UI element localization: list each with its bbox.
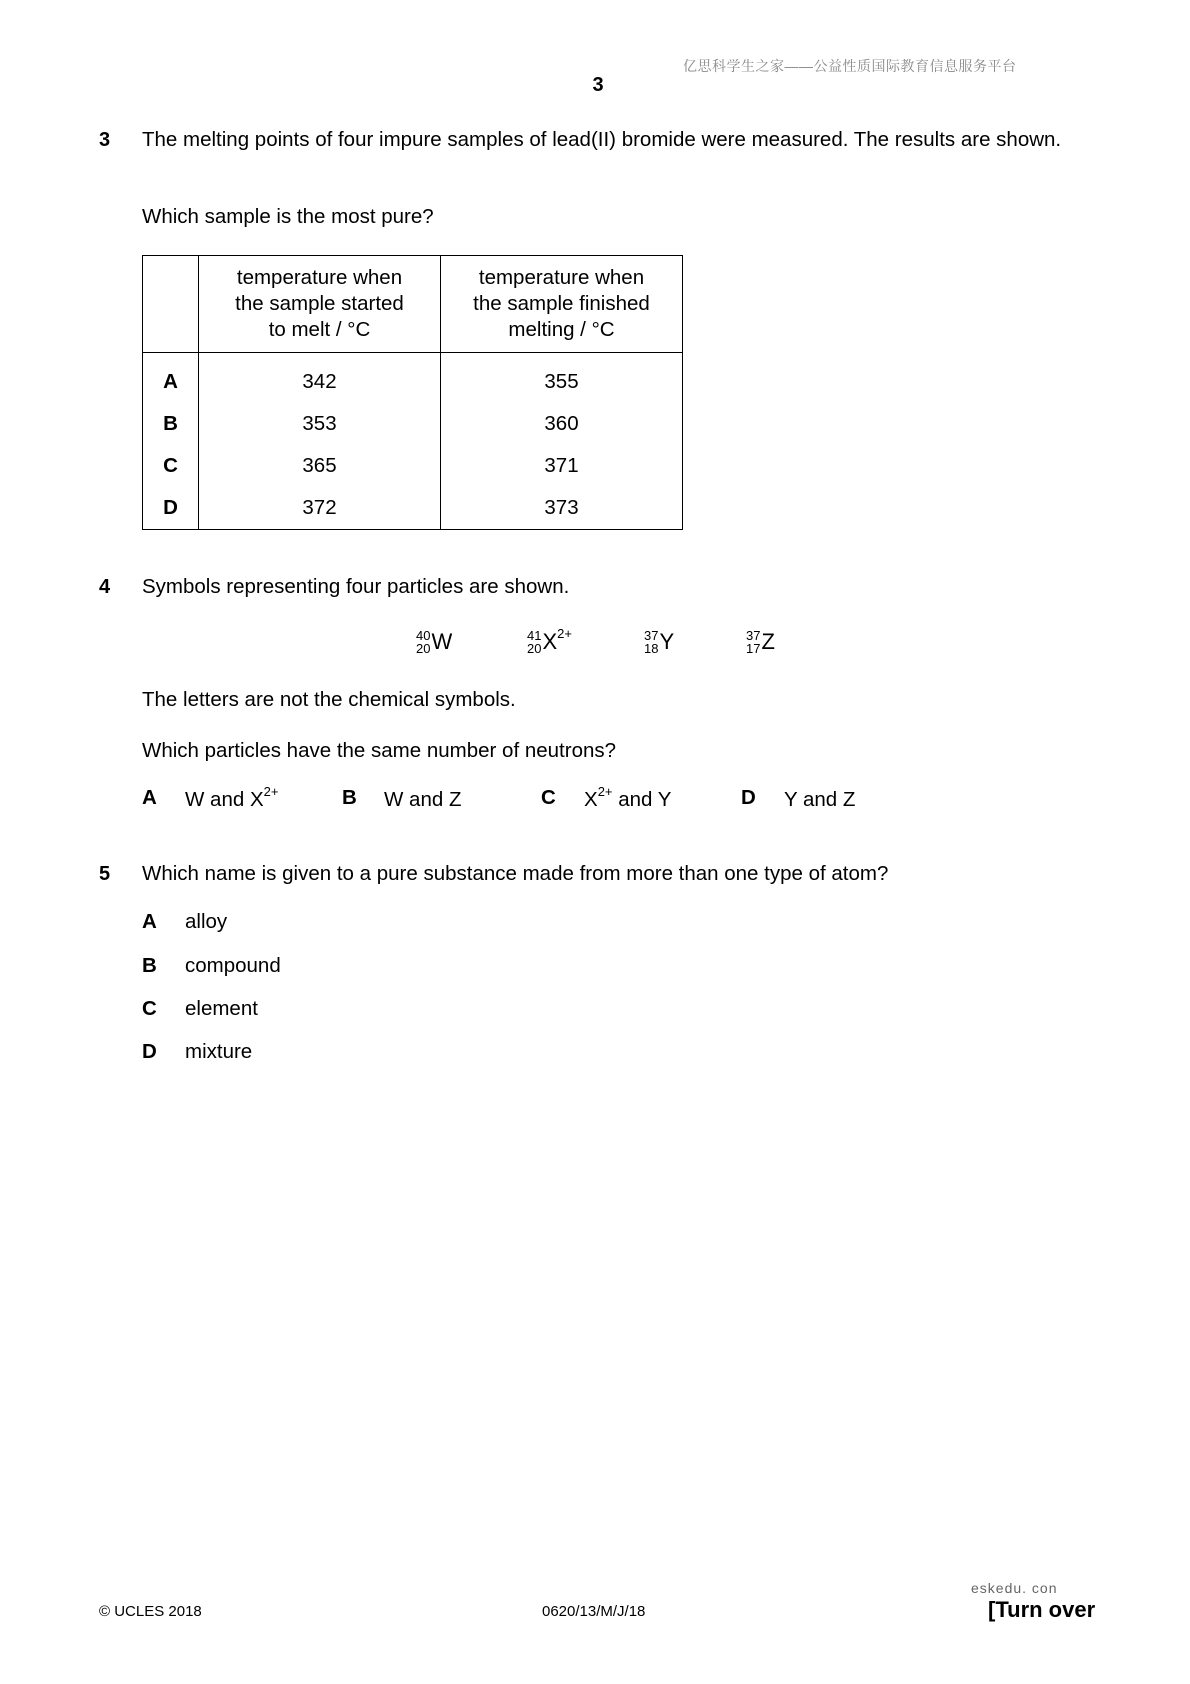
nuclide-symbol: 37 17 Z [746,628,775,657]
nuclide-symbol: 41 20 $X^{2+}$ [527,626,572,657]
copyright: © UCLES 2018 [99,1603,202,1620]
option-text: Y and Z [784,787,856,811]
turn-over: [Turn over [988,1597,1096,1622]
question-5-text: Which name is given to a pure substance made from more than one type of atom? [142,862,889,885]
finish-temp-cell: 373 [441,487,683,530]
table-row [143,353,683,404]
melting-point-table [142,255,683,530]
row-label: B [143,403,199,445]
table-header-blank [143,256,199,353]
question-4-prompt: Which particles have the same number of neutrons? [142,739,617,762]
question-5-number: 5 [99,863,111,885]
question-4-number: 4 [99,576,111,598]
nuclide-symbol: 37 18 Y [644,628,675,657]
option-letter: D [142,1040,157,1063]
option-letter: C [541,786,556,809]
option-letter: A [142,786,157,809]
table-header-finish-temp: temperature when the sample finished melting / °C [441,256,683,353]
start-temp-cell: 365 [199,445,441,487]
option-text: $X^{2+}$ and Y [584,784,672,811]
option-letter: C [142,997,157,1020]
option-letter: A [142,910,157,933]
row-label: D [143,487,199,530]
nuclide-symbol: 40 20 W [416,628,453,657]
header-watermark: 亿思科学生之家——公益性质国际教育信息服务平台 [683,58,1017,74]
question-3-text: The melting points of four impure samples of lead(II) bromide were measured. The results are shown. [142,128,1062,151]
finish-temp-cell: 355 [441,353,683,404]
page-number: 3 [592,74,604,96]
option-text: W and $X^{2+}$ [185,784,279,811]
footer-watermark: eskedu. con [971,1580,1058,1596]
option-text: mixture [185,1040,253,1063]
option-text: alloy [185,910,228,933]
option-text: W and Z [384,787,462,811]
table-row [143,487,683,530]
table-row [143,445,683,487]
option-text: compound [185,954,281,977]
finish-temp-cell: 360 [441,403,683,445]
option-letter: B [142,954,157,977]
option-letter: B [342,786,357,809]
question-3-prompt: Which sample is the most pure? [142,205,434,228]
paper-code: 0620/13/M/J/18 [542,1603,646,1620]
start-temp-cell: 342 [199,353,441,404]
row-label: C [143,445,199,487]
row-label: A [143,353,199,404]
table-row [143,403,683,445]
start-temp-cell: 353 [199,403,441,445]
question-4-note: The letters are not the chemical symbols. [142,688,516,711]
option-text: element [185,997,258,1020]
table-header-start-temp: temperature when the sample started to melt / °C [199,256,441,353]
option-letter: D [741,786,756,809]
start-temp-cell: 372 [199,487,441,530]
question-4-text: Symbols representing four particles are shown. [142,575,570,598]
question-3-number: 3 [99,129,111,151]
finish-temp-cell: 371 [441,445,683,487]
